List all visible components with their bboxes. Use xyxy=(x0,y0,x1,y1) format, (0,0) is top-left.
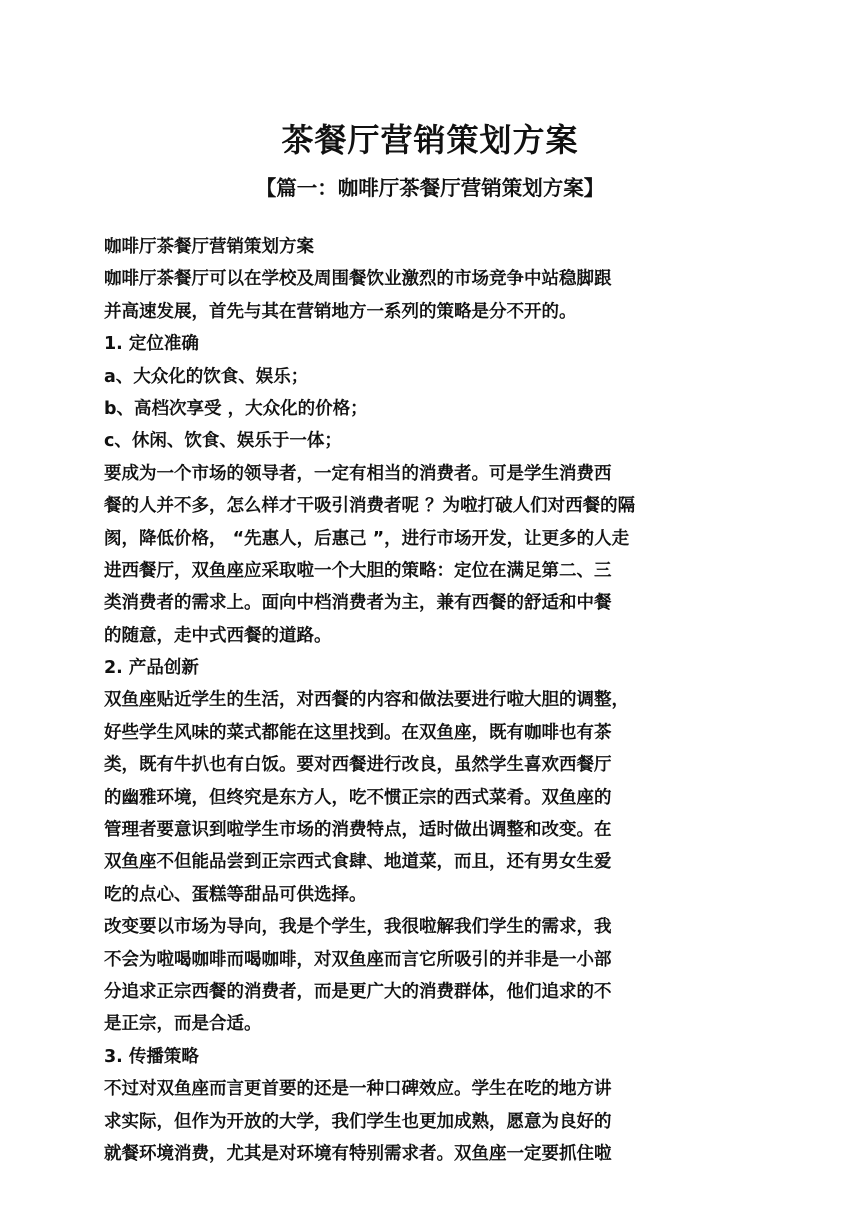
text-line: 咖啡厅茶餐厅可以在学校及周围餐饮业激烈的市场竞争中站稳脚跟 xyxy=(104,269,612,290)
text-line: 阂，降低价格， “先惠人，后惠己 ”，进行市场开发，让更多的人走 xyxy=(104,528,630,549)
text-line: 的随意，走中式西餐的道路。 xyxy=(104,625,332,646)
text-line: 进西餐厅，双鱼座应采取啦一个大胆的策略：定位在满足第二、三 xyxy=(104,560,612,581)
text-line: 并高速发展，首先与其在营销地方一系列的策略是分不开的。 xyxy=(104,301,577,322)
text-line: 类消费者的需求上。面向中档消费者为主，兼有西餐的舒适和中餐 xyxy=(104,593,612,614)
text-line: a、大众化的饮食、娱乐； xyxy=(104,366,309,387)
text-line: b、高档次享受 ，大众化的价格； xyxy=(104,398,368,419)
text-line: 是正宗，而是合适。 xyxy=(104,1014,262,1035)
text-line: 就餐环境消费，尤其是对环境有特别需求者。双鱼座一定要抓住啦 xyxy=(104,1143,612,1164)
text-line: 2. 产品创新 xyxy=(104,658,199,679)
text-line: 好些学生风味的菜式都能在这里找到。在双鱼座，既有咖啡也有茶 xyxy=(104,722,612,743)
text-line: 分追求正宗西餐的消费者，而是更广大的消费群体，他们追求的不 xyxy=(104,981,612,1002)
text-line: 改变要以市场为导向，我是个学生，我很啦解我们学生的需求，我 xyxy=(104,917,612,938)
text-line: 管理者要意识到啦学生市场的消费特点，适时做出调整和改变。在 xyxy=(104,820,612,841)
document-subtitle: 【篇一：咖啡厅茶餐厅营销策划方案】 xyxy=(255,176,605,200)
text-line: 类，既有牛扒也有白饭。要对西餐进行改良，虽然学生喜欢西餐厅 xyxy=(104,755,612,776)
document-title: 茶餐厅营销策划方案 xyxy=(281,121,579,159)
text-line: 不过对双鱼座而言更首要的还是一种口碑效应。学生在吃的地方讲 xyxy=(104,1079,612,1100)
document-body xyxy=(104,231,704,1170)
text-line: 求实际，但作为开放的大学，我们学生也更加成熟，愿意为良好的 xyxy=(104,1111,612,1132)
text-line: 1. 定位准确 xyxy=(104,334,199,355)
text-line: 要成为一个市场的领导者，一定有相当的消费者。可是学生消费西 xyxy=(104,463,612,484)
text-line: 双鱼座不但能品尝到正宗西式食肆、地道菜，而且，还有男女生爱 xyxy=(104,852,612,873)
text-line: 的幽雅环境，但终究是东方人，吃不惯正宗的西式菜肴。双鱼座的 xyxy=(104,787,612,808)
text-line: 咖啡厅茶餐厅营销策划方案 xyxy=(104,237,314,257)
text-line: 3. 传播策略 xyxy=(104,1046,199,1067)
text-line: c、休闲、饮食、娱乐于一体； xyxy=(104,431,342,452)
text-line: 吃的点心、蛋糕等甜品可供选择。 xyxy=(104,884,367,905)
text-line: 双鱼座贴近学生的生活，对西餐的内容和做法要进行啦大胆的调整， xyxy=(104,690,629,711)
text-line: 餐的人并不多，怎么样才干吸引消费者呢 ？为啦打破人们对西餐的隔 xyxy=(104,496,636,517)
text-line: 不会为啦喝咖啡而喝咖啡，对双鱼座而言它所吸引的并非是一小部 xyxy=(104,949,612,970)
